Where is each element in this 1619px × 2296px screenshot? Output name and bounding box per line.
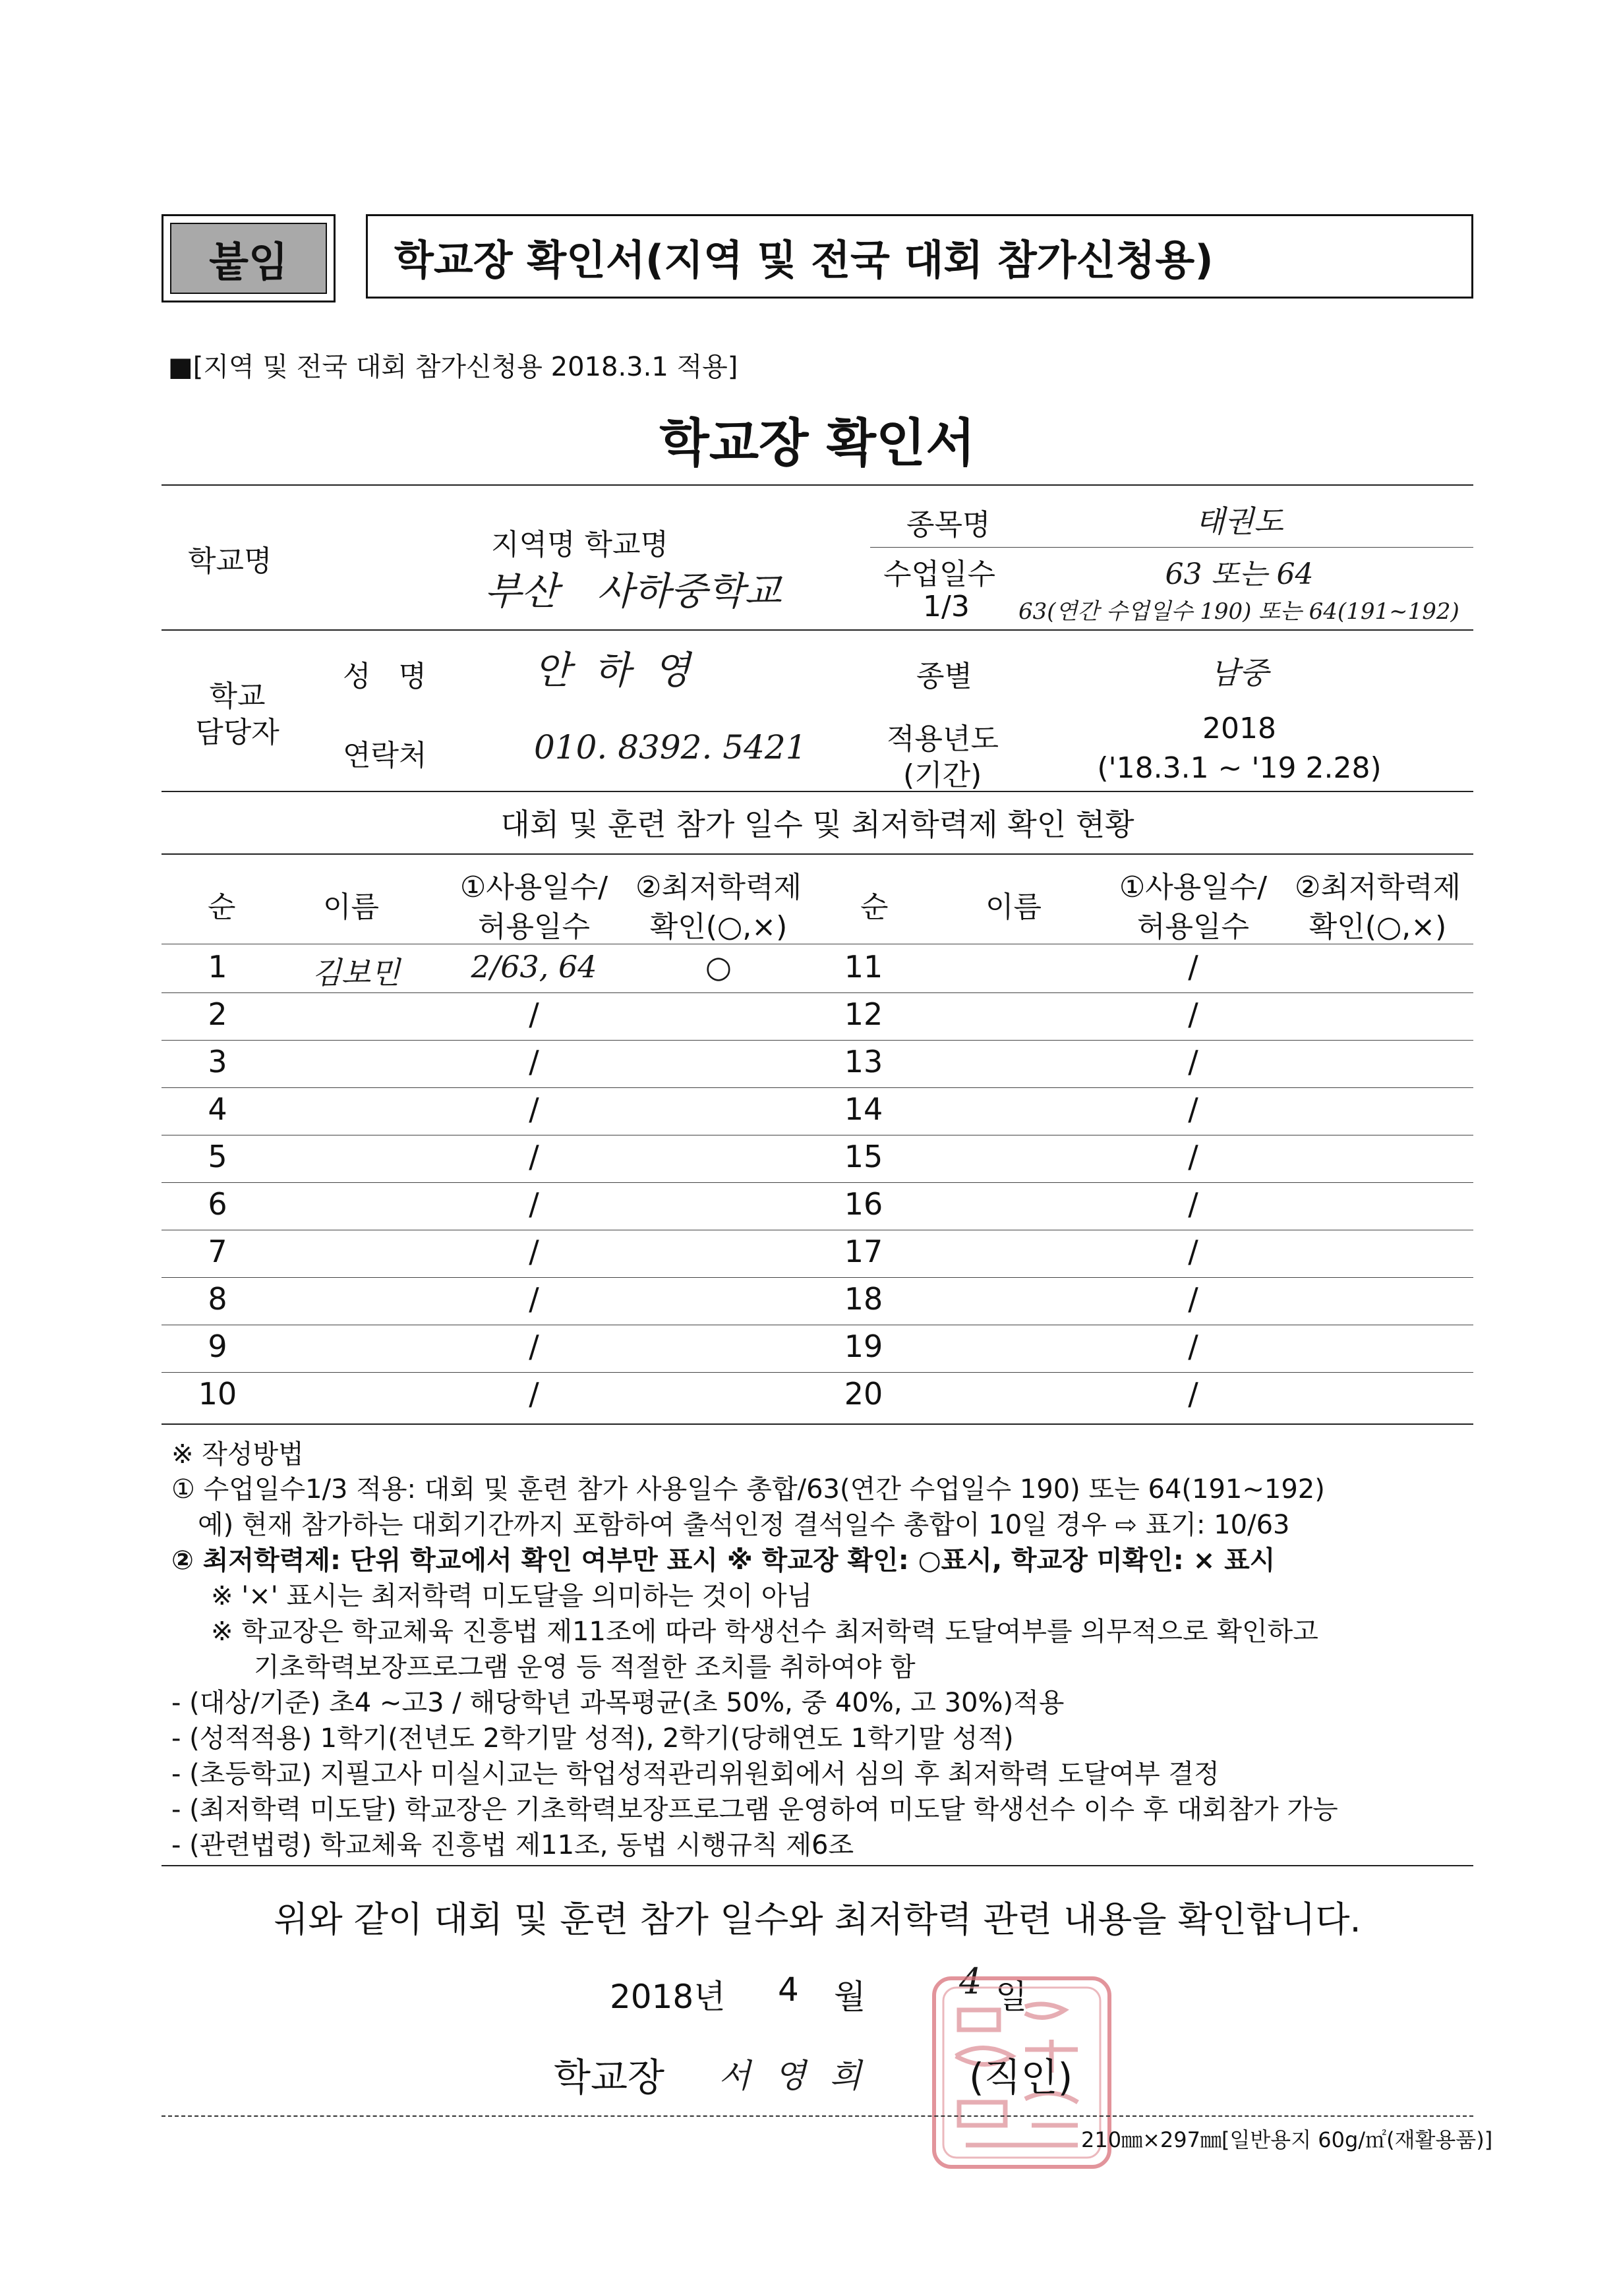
period-value: ('18.3.1 ~ '19 2.28)	[1097, 751, 1382, 785]
row-days: /	[529, 1234, 539, 1269]
table-title: 대회 및 훈련 참가 일수 및 최저학력제 확인 현황	[500, 807, 1134, 842]
row-days: /	[1188, 1044, 1198, 1079]
row-number: 17	[844, 1234, 883, 1269]
row-number: 12	[844, 996, 883, 1032]
row-days: /	[1188, 1186, 1198, 1222]
row-number: 4	[208, 1091, 227, 1127]
one-third-value: 63(연간 수업일수 190) 또는 64(191~192)	[1018, 598, 1459, 625]
class-days-value: 63 또는 64	[1165, 558, 1314, 591]
col-check-right: ②최저학력제	[1295, 871, 1461, 904]
col-name-right: 이름	[986, 890, 1042, 924]
row-days: /	[1188, 1329, 1198, 1364]
one-third-label: 1/3	[923, 590, 970, 623]
row-number: 7	[208, 1234, 227, 1269]
notes-heading: ※ 작성방법	[171, 1439, 304, 1470]
row-days: /	[529, 1139, 539, 1174]
col-days-right: ①사용일수/	[1119, 871, 1268, 904]
row-divider	[162, 1277, 1473, 1278]
row-number: 19	[844, 1329, 883, 1364]
contact-phone-label: 연락처	[343, 739, 427, 772]
col-no-right: 순	[860, 890, 889, 924]
detail-5: - (관련법령) 학교체육 진흥법 제11조, 동법 시행규칙 제6조	[171, 1830, 854, 1860]
divider	[162, 2115, 1473, 2117]
row-number: 11	[844, 949, 883, 985]
row-number: 5	[208, 1139, 227, 1174]
row-days: /	[529, 1091, 539, 1127]
row-days: /	[1188, 1139, 1198, 1174]
divider	[162, 853, 1473, 855]
document-header-title: 학교장 확인서(지역 및 전국 대회 참가신청용)	[366, 214, 1473, 299]
col-days-left-2: 허용일수	[477, 910, 590, 944]
contact-label-line2: 담당자	[195, 716, 280, 749]
col-no-left: 순	[208, 890, 236, 924]
contact-label-line1: 학교	[209, 679, 266, 713]
signer-label: 학교장	[554, 2055, 665, 2100]
row-days: /	[1188, 949, 1198, 985]
event-value: 태권도	[1195, 503, 1283, 539]
row-days: /	[1188, 1091, 1198, 1127]
row-days: /	[1188, 996, 1198, 1032]
row-number: 9	[208, 1329, 227, 1364]
year-value: 2018	[1202, 712, 1276, 745]
date-month: 4	[778, 1970, 799, 2009]
note-2-b1: ※ 학교장은 학교체육 진흥법 제11조에 따라 학생선수 최저학력 도달여부를 의무적으로 확인하고	[211, 1617, 1318, 1647]
row-divider	[162, 1040, 1473, 1041]
row-number: 10	[198, 1376, 237, 1412]
date-year: 2018년	[610, 1978, 726, 2016]
row-days: /	[1188, 1281, 1198, 1317]
note-2-b2: 기초학력보장프로그램 운영 등 적절한 조치를 취하여야 함	[254, 1652, 916, 1682]
applicability-note: ■[지역 및 전국 대회 참가신청용 2018.3.1 적용]	[168, 352, 738, 382]
row-number: 13	[844, 1044, 883, 1079]
row-number: 1	[208, 949, 227, 985]
school-label: 학교명	[188, 544, 272, 578]
contact-phone-value: 010. 8392. 5421	[534, 728, 807, 766]
col-check-left: ②최저학력제	[635, 871, 802, 904]
row-days: /	[529, 996, 539, 1032]
divider	[162, 1423, 1473, 1425]
note-2: ② 최저학력제: 단위 학교에서 확인 여부만 표시 ※ 학교장 확인: ○표시, 학교장 미확인: × 표시	[171, 1545, 1276, 1576]
row-days: 2/63, 64	[471, 949, 597, 985]
gender-label: 종별	[916, 660, 973, 693]
gender-value: 남중	[1210, 655, 1269, 691]
row-name: 김보민	[312, 955, 400, 990]
confirm-statement: 위와 같이 대회 및 훈련 참가 일수와 최저학력 관련 내용을 확인합니다.	[274, 1899, 1361, 1940]
row-divider	[162, 1182, 1473, 1183]
year-label: 적용년도	[887, 722, 999, 756]
row-days: /	[529, 1186, 539, 1222]
row-number: 18	[844, 1281, 883, 1317]
col-check-left-2: 확인(○,×)	[649, 910, 788, 944]
divider	[870, 547, 1473, 548]
detail-3: - (초등학교) 지필고사 미실시교는 학업성적관리위원회에서 심의 후 최저학력 도달여부 결정	[171, 1759, 1220, 1789]
signer-name: 서 영 희	[719, 2057, 868, 2095]
attachment-tag-label: 붙임	[170, 223, 327, 294]
row-check: ○	[705, 949, 732, 985]
region-school-label: 지역명 학교명	[491, 528, 669, 561]
col-days-left: ①사용일수/	[459, 871, 608, 904]
note-1-example: 예) 현재 참가하는 대회기간까지 포함하여 출석인정 결석일수 총합이 10일 경우 ⇨ 표기: 10/63	[198, 1510, 1290, 1540]
row-days: /	[1188, 1234, 1198, 1269]
col-name-left: 이름	[323, 890, 380, 924]
row-number: 20	[844, 1376, 883, 1412]
date-month-unit: 월	[834, 1978, 866, 2016]
seal-label: (직인)	[969, 2055, 1073, 2100]
date-day-unit: 일	[995, 1978, 1028, 2016]
row-divider	[162, 1087, 1473, 1088]
note-1: ① 수업일수1/3 적용: 대회 및 훈련 참가 사용일수 총합/63(연간 수업일수 190) 또는 64(191~192)	[171, 1474, 1325, 1505]
row-number: 14	[844, 1091, 883, 1127]
detail-1: - (대상/기준) 초4 ~고3 / 해당학년 과목평균(초 50%, 중 40%, 고 30%)적용	[171, 1688, 1065, 1718]
divider	[162, 791, 1473, 792]
row-number: 8	[208, 1281, 227, 1317]
row-number: 3	[208, 1044, 227, 1079]
event-label: 종목명	[906, 508, 991, 542]
detail-2: - (성적적용) 1학기(전년도 2학기말 성적), 2학기(당해연도 1학기말 성적)	[171, 1723, 1014, 1754]
region-value: 부산	[485, 569, 559, 614]
paper-spec: 210㎜×297㎜[일반용지 60g/㎡(재활용품)]	[1081, 2127, 1493, 2152]
row-days: /	[1188, 1376, 1198, 1412]
divider	[162, 1865, 1473, 1866]
col-days-right-2: 허용일수	[1136, 910, 1249, 944]
row-number: 16	[844, 1186, 883, 1222]
row-days: /	[529, 1044, 539, 1079]
row-number: 15	[844, 1139, 883, 1174]
row-divider	[162, 992, 1473, 993]
row-days: /	[529, 1329, 539, 1364]
row-number: 6	[208, 1186, 227, 1222]
page-title: 학교장 확인서	[659, 414, 976, 473]
class-days-label: 수업일수	[883, 558, 996, 591]
row-days: /	[529, 1376, 539, 1412]
attachment-tag	[162, 214, 336, 302]
school-value: 사하중학교	[597, 569, 782, 614]
detail-4: - (최저학력 미도달) 학교장은 기초학력보장프로그램 운영하여 미도달 학생선수 이수 후 대회참가 가능	[171, 1794, 1338, 1825]
col-check-right-2: 확인(○,×)	[1309, 910, 1447, 944]
divider	[162, 484, 1473, 486]
date-day: 4	[959, 1961, 982, 2002]
note-2-a: ※ '×' 표시는 최저학력 미도달을 의미하는 것이 아님	[211, 1581, 813, 1611]
row-days: /	[529, 1281, 539, 1317]
contact-name-label: 성 명	[343, 660, 427, 693]
row-divider	[162, 1372, 1473, 1373]
contact-name-value: 안 하 영	[534, 648, 695, 693]
divider	[162, 629, 1473, 631]
row-number: 2	[208, 996, 227, 1032]
year-label-period: (기간)	[903, 759, 982, 792]
